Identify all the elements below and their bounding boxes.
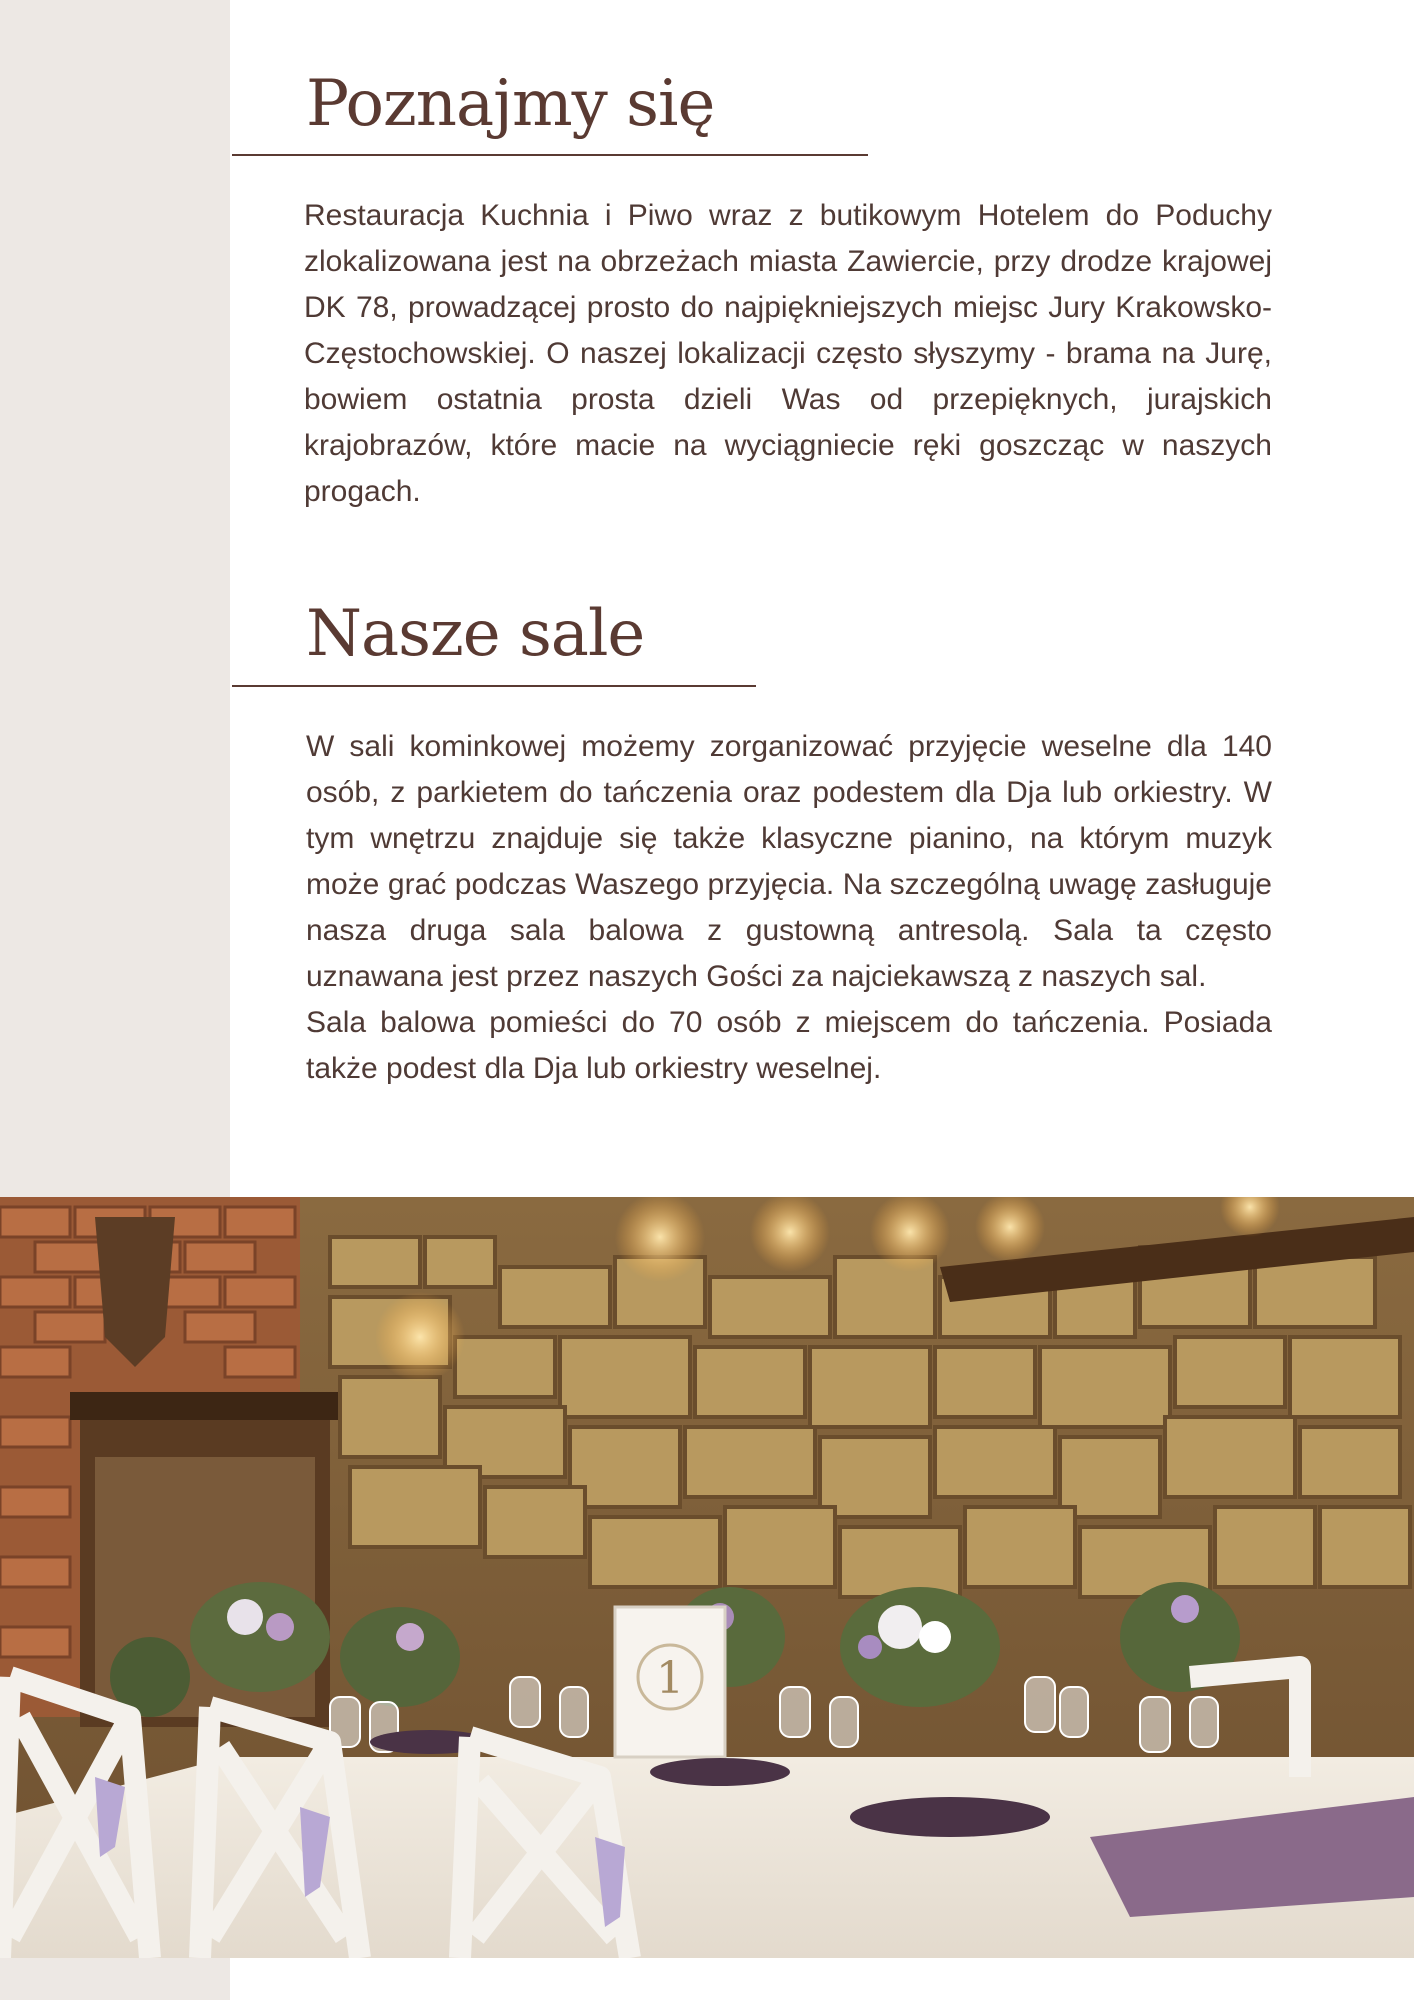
intro-heading-rule — [232, 154, 868, 156]
halls-text — [306, 724, 1272, 1092]
bottom-band-white — [230, 1958, 1414, 2000]
intro-heading: Poznajmy się — [306, 67, 715, 141]
halls-heading: Nasze sale — [306, 597, 645, 671]
bottom-band — [0, 1958, 1414, 2000]
halls-paragraph-2: Sala balowa pomieści do 70 osób z miejscem do tańczenia. Posiada także podest dla Dja lub orkiestry weselnej. — [306, 1006, 1272, 1085]
halls-paragraph-1: W sali kominkowej możemy zorganizować przyjęcie weselne dla 140 osób, z parkietem do tańczenia oraz podestem dla Dja lub orkiestry. W tym wnętrzu znajduje się także klasyczne pianino, na którym muzyk może grać podczas Waszego przyjęcia. Na szczególną uwagę zasługuje nasza druga sala balowa z gustowną antresolą. Sala ta często uznawana jest przez naszych Gości za najciekawszą z naszych sal. — [306, 730, 1272, 993]
halls-heading-rule — [232, 685, 756, 687]
banquet-hall-photo — [0, 1197, 1414, 1958]
left-side-band — [0, 0, 230, 1197]
table-number: 1 — [656, 1653, 684, 1704]
intro-paragraph: Restauracja Kuchnia i Piwo wraz z butikowym Hotelem do Poduchy zlokalizowana jest na obrzeżach miasta Zawiercie, przy drodze krajowej DK 78, prowadzącej prosto do najpiękniejszych miejsc Jury Krakowsko- Częstochowskiej. O naszej lokalizacji często słyszymy - brama na Jurę, bowiem ostatnia prosta dzieli Was od przepięknych, jurajskich krajobrazów, które macie na wyciągniecie ręki goszcząc w naszych progach. — [304, 199, 1272, 508]
